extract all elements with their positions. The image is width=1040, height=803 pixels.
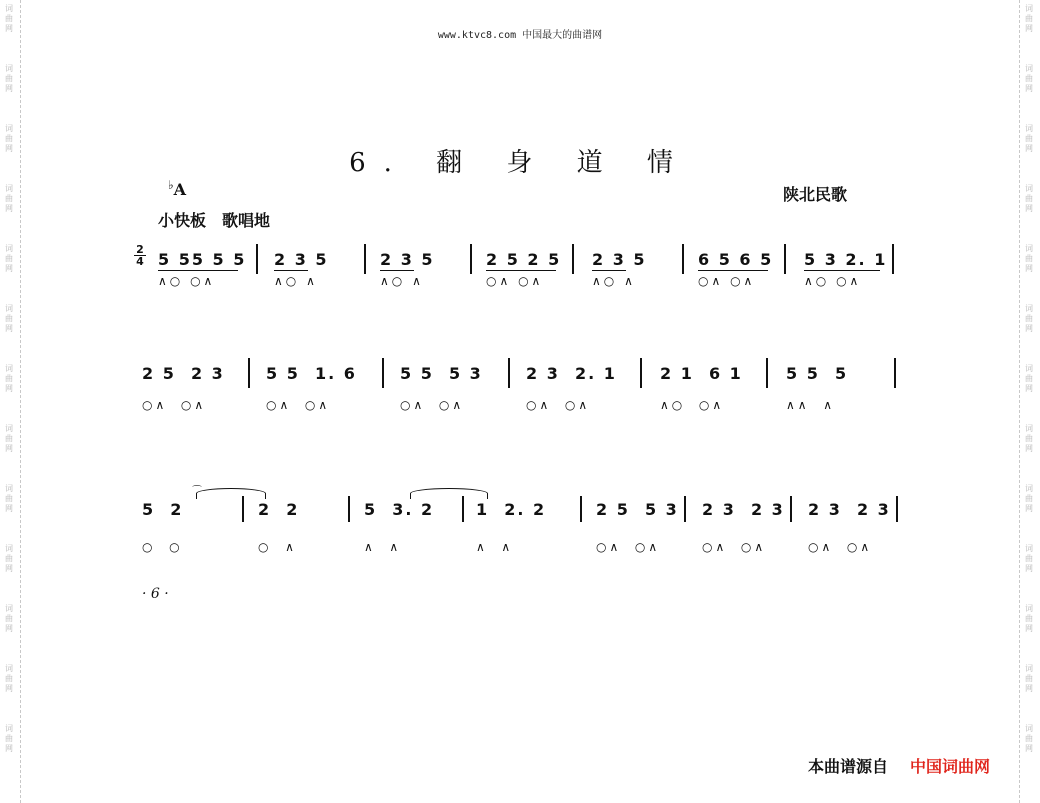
measure-marks: ∧ ∧: [364, 540, 402, 554]
bar-line: [242, 496, 244, 522]
footer: [808, 754, 990, 777]
measure-notes: 5 5 5: [786, 364, 849, 383]
bar-line: [766, 358, 768, 388]
watermark-text: 词 曲 网: [5, 184, 13, 213]
key-letter: A: [173, 180, 187, 199]
measure-marks: ∧○ ∧: [380, 274, 424, 288]
slur: [196, 488, 266, 499]
measure-notes: 5 5 1. 6: [266, 364, 357, 383]
watermark-text: 词 曲 网: [1025, 544, 1033, 573]
watermark-text: 词 曲 网: [5, 724, 13, 753]
bar-line: [682, 244, 684, 274]
watermark-text: 词 曲 网: [5, 364, 13, 393]
watermark-text: 词 曲 网: [5, 4, 13, 33]
measure-marks: ○ ∧: [258, 540, 297, 554]
beam: [158, 270, 238, 271]
bar-line: [572, 244, 574, 274]
measure-marks: ○∧ ○∧: [400, 398, 465, 412]
bar-line: [894, 358, 896, 388]
measure-marks: ∧ ∧: [476, 540, 514, 554]
flat-symbol: ♭: [168, 178, 174, 192]
watermark-text: 词 曲 网: [5, 244, 13, 273]
watermark-text: 词 曲 网: [1025, 724, 1033, 753]
watermark-text: 词 曲 网: [1025, 124, 1033, 153]
beam: [486, 270, 556, 271]
measure-notes: 2 3 5: [380, 250, 435, 269]
measure-marks: ○∧ ○∧: [702, 540, 767, 554]
bar-line: [508, 358, 510, 388]
key-signature: [168, 180, 186, 199]
bar-line: [462, 496, 464, 522]
bar-line: [382, 358, 384, 388]
watermark-text: 词 曲 网: [5, 664, 13, 693]
measure-notes: 5 3. 2: [364, 500, 435, 519]
score-line-3: [0, 486, 1040, 572]
watermark-text: 词 曲 网: [5, 484, 13, 513]
measure-marks: ○∧ ○∧: [698, 274, 756, 288]
watermark-text: 词 曲 网: [1025, 484, 1033, 513]
watermark-text: 词 曲 网: [5, 424, 13, 453]
bar-line: [580, 496, 582, 522]
time-sig-bottom: 4: [136, 255, 144, 268]
song-origin: 陕北民歌: [783, 185, 848, 204]
bar-line: [640, 358, 642, 388]
bar-line: [248, 358, 250, 388]
measure-marks: ○∧ ○∧: [808, 540, 873, 554]
brand-link[interactable]: 中国词曲网: [910, 757, 991, 776]
measure-marks: ○ ○: [142, 540, 183, 554]
measure-notes: 2 5 2 3: [142, 364, 225, 383]
measure-notes: 5 2: [142, 500, 184, 519]
song-title: 6. 翻 身 道 情: [349, 148, 691, 178]
measure-marks: ∧○ ○∧: [158, 274, 216, 288]
measure-notes: 2 3 2. 1: [526, 364, 617, 383]
fermata-icon: ⌒: [192, 486, 202, 497]
measure-marks: ∧∧ ∧: [786, 398, 835, 412]
watermark-text: 词 曲 网: [5, 544, 13, 573]
beam: [274, 270, 308, 271]
bar-line: [892, 244, 894, 274]
measure-notes: 2 2: [258, 500, 300, 519]
measure-notes: 1 2. 2: [476, 500, 547, 519]
measure-marks: ○∧ ○∧: [142, 398, 207, 412]
beam: [698, 270, 768, 271]
measure-notes: 5 5 5 3: [400, 364, 483, 383]
source-label: 本曲谱源自: [808, 757, 889, 776]
page-number: · 6 ·: [142, 586, 169, 602]
watermark-text: 词 曲 网: [5, 304, 13, 333]
measure-notes: 2 5 5 3: [596, 500, 679, 519]
measure-notes: 6 5 6 5: [698, 250, 774, 269]
beam: [804, 270, 880, 271]
measure-notes: 2 5 2 5: [486, 250, 562, 269]
watermark-text: 词 曲 网: [1025, 244, 1033, 273]
measure-marks: ∧○ ∧: [274, 274, 318, 288]
watermark-text: 词 曲 网: [1025, 304, 1033, 333]
bar-line: [790, 496, 792, 522]
time-sig-top: 2: [136, 243, 144, 256]
bar-line: [896, 496, 898, 522]
bar-line: [348, 496, 350, 522]
watermark-text: 词 曲 网: [5, 604, 13, 633]
bar-line: [364, 244, 366, 274]
measure-marks: ∧○ ○∧: [660, 398, 725, 412]
measure-notes: 2 3 2 3: [702, 500, 785, 519]
bar-line: [784, 244, 786, 274]
beam: [380, 270, 414, 271]
measure-marks: ∧○ ○∧: [804, 274, 862, 288]
watermark-text: 词 曲 网: [5, 124, 13, 153]
slur: [410, 488, 488, 499]
measure-notes: 2 3 5: [274, 250, 329, 269]
watermark-text: 词 曲 网: [1025, 604, 1033, 633]
measure-notes: 2 3 2 3: [808, 500, 891, 519]
watermark-text: 词 曲 网: [5, 64, 13, 93]
watermark-text: 词 曲 网: [1025, 184, 1033, 213]
measure-notes: 2 1 6 1: [660, 364, 743, 383]
measure-notes: 5 55 5 5: [158, 250, 247, 269]
measure-marks: ○∧ ○∧: [486, 274, 544, 288]
site-header: www.ktvc8.com 中国最大的曲谱网: [437, 30, 603, 41]
bar-line: [684, 496, 686, 522]
tempo-marking: 小快板 歌唱地: [158, 211, 271, 230]
bar-line: [470, 244, 472, 274]
watermark-text: 词 曲 网: [1025, 664, 1033, 693]
measure-marks: ○∧ ○∧: [596, 540, 661, 554]
time-signature: [134, 244, 146, 267]
score-line-2: [0, 358, 1040, 438]
measure-marks: ○∧ ○∧: [266, 398, 331, 412]
measure-marks: ∧○ ∧: [592, 274, 636, 288]
watermark-text: 词 曲 网: [1025, 4, 1033, 33]
watermark-text: 词 曲 网: [1025, 364, 1033, 393]
beam: [592, 270, 626, 271]
watermark-text: 词 曲 网: [1025, 64, 1033, 93]
score-line-1: [0, 240, 1040, 320]
measure-marks: ○∧ ○∧: [526, 398, 591, 412]
bar-line: [256, 244, 258, 274]
watermark-text: 词 曲 网: [1025, 424, 1033, 453]
measure-notes: 5 3 2. 1: [804, 250, 888, 269]
measure-notes: 2 3 5: [592, 250, 647, 269]
